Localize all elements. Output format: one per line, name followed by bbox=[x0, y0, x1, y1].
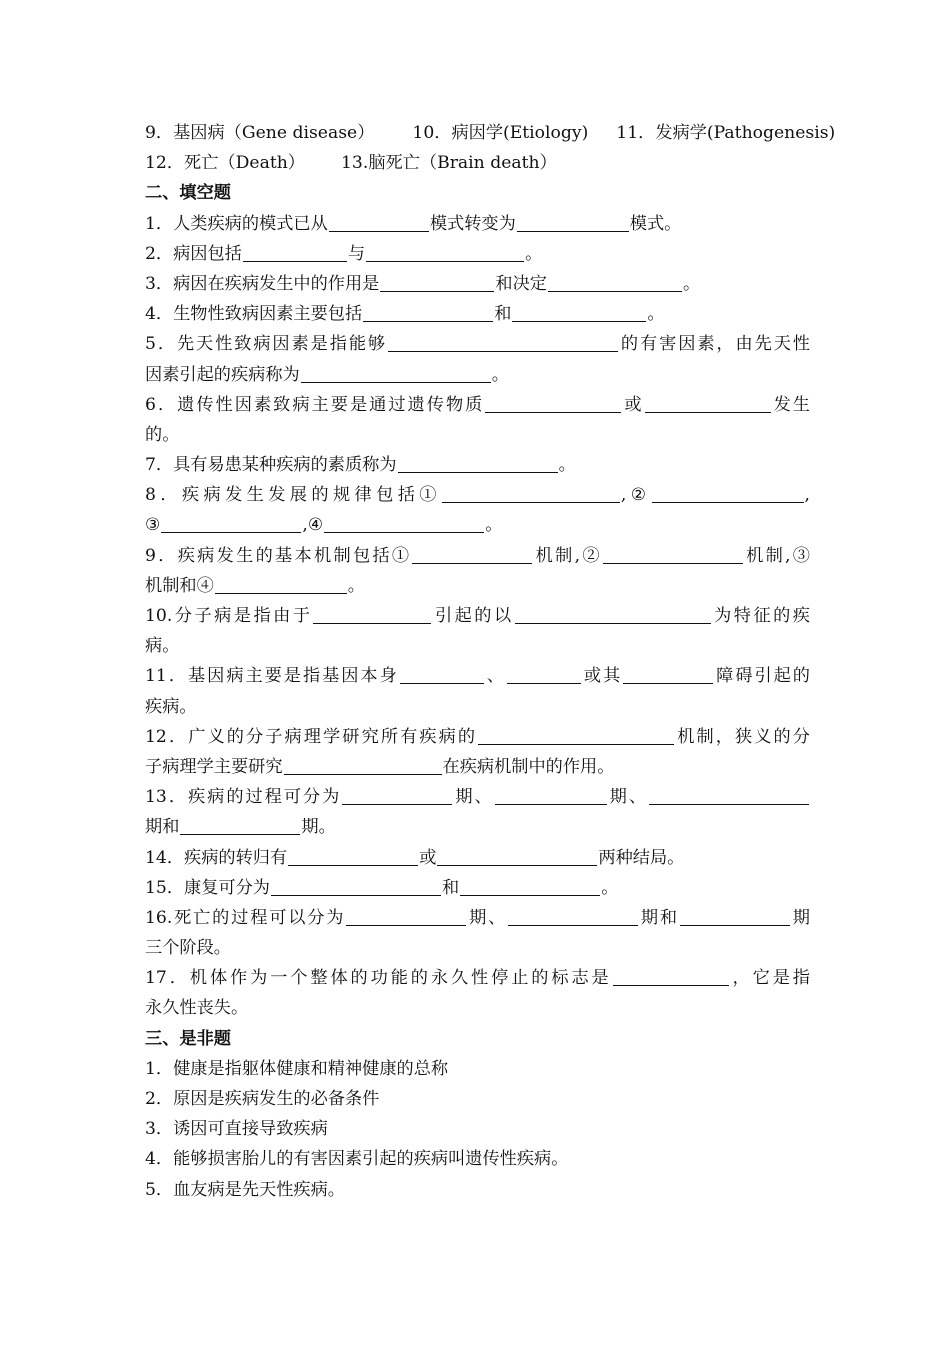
true-false-item-3: 3．诱因可直接导致疾病 bbox=[145, 1119, 328, 1140]
answer-blank[interactable] bbox=[507, 665, 581, 684]
answer-blank[interactable] bbox=[161, 514, 301, 533]
question-5-line-2: 因素引起的疾病称为 。 bbox=[145, 364, 509, 385]
term-12: 12．死亡（Death） bbox=[145, 153, 305, 174]
question-13-line-2: 期和 期。 bbox=[145, 817, 336, 838]
answer-blank[interactable] bbox=[645, 394, 771, 413]
answer-blank[interactable] bbox=[613, 967, 729, 986]
question-6-line-1: 6．遗传性因素致病主要是通过遗传物质 或 发生 bbox=[145, 394, 810, 415]
question-5-line-1: 5．先天性致病因素是指能够 的有害因素，由先天性 bbox=[145, 334, 810, 355]
question-13-line-1: 13．疾病的过程可分为 期、 期、 bbox=[145, 782, 810, 812]
answer-blank[interactable] bbox=[517, 213, 629, 232]
answer-blank[interactable] bbox=[515, 605, 711, 624]
question-10-line-2: 病。 bbox=[145, 636, 180, 657]
question-8-line-2: ③ ,④ 。 bbox=[145, 515, 503, 536]
answer-blank[interactable] bbox=[243, 243, 347, 262]
question-12-line-2: 子病理学主要研究 在疾病机制中的作用。 bbox=[145, 756, 615, 777]
true-false-item-5: 5．血友病是先天性疾病。 bbox=[145, 1179, 345, 1200]
question-1: 1．人类疾病的模式已从 模式转变为 模式。 bbox=[145, 213, 682, 234]
question-14: 14．疾病的转归有 或 两种结局。 bbox=[145, 847, 685, 868]
answer-blank[interactable] bbox=[412, 545, 532, 564]
answer-blank[interactable] bbox=[680, 907, 790, 926]
answer-blank[interactable] bbox=[313, 605, 431, 624]
question-16-line-1: 16.死亡的过程可以分为 期、 期和 期 bbox=[145, 907, 810, 928]
answer-blank[interactable] bbox=[398, 454, 558, 473]
terms-line-2 bbox=[145, 148, 810, 178]
answer-blank[interactable] bbox=[603, 545, 743, 564]
question-11-line-1: 11．基因病主要是指基因本身 、 或其 障碍引起的 bbox=[145, 666, 810, 687]
answer-blank[interactable] bbox=[324, 514, 484, 533]
question-7: 7．具有易患某种疾病的素质称为 。 bbox=[145, 455, 576, 476]
answer-blank[interactable] bbox=[288, 847, 418, 866]
question-12-line-1: 12．广义的分子病理学研究所有疾病的 机制，狭义的分 bbox=[145, 726, 810, 747]
question-17-line-2: 永久性丧失。 bbox=[145, 998, 249, 1019]
term-11: 11．发病学(Pathogenesis) bbox=[616, 123, 836, 143]
answer-blank[interactable] bbox=[649, 786, 809, 805]
section-2-title: 二、填空题 bbox=[145, 183, 231, 204]
answer-blank[interactable] bbox=[363, 303, 493, 322]
question-2: 2．病因包括 与 。 bbox=[145, 243, 543, 264]
answer-blank[interactable] bbox=[437, 847, 597, 866]
question-4: 4．生物性致病因素主要包括 和 。 bbox=[145, 304, 665, 325]
section-3-title: 三、是非题 bbox=[145, 1028, 231, 1049]
true-false-item-1: 1．健康是指躯体健康和精神健康的总称 bbox=[145, 1058, 449, 1079]
answer-blank[interactable] bbox=[652, 484, 804, 503]
answer-blank[interactable] bbox=[442, 484, 620, 503]
question-8-line-1: 8．疾病发生发展的规律包括① ,② , bbox=[145, 485, 811, 506]
question-15: 15．康复可分为 和 。 bbox=[145, 877, 619, 898]
question-10-line-1: 10.分子病是指由于 引起的以 为特征的疾 bbox=[145, 606, 810, 626]
true-false-item-2: 2．原因是疾病发生的必备条件 bbox=[145, 1089, 380, 1109]
answer-blank[interactable] bbox=[215, 575, 347, 594]
question-17-line-1: 17．机体作为一个整体的功能的永久性停止的标志是 ，它是指 bbox=[145, 968, 810, 989]
answer-blank[interactable] bbox=[460, 877, 600, 896]
term-10: 10．病因学(Etiology) bbox=[412, 123, 589, 143]
answer-blank[interactable] bbox=[284, 756, 442, 775]
answer-blank[interactable] bbox=[388, 333, 618, 352]
answer-blank[interactable] bbox=[485, 394, 621, 413]
question-3: 3．病因在疾病发生中的作用是 和决定 。 bbox=[145, 273, 701, 294]
term-9: 9．基因病（Gene disease） bbox=[145, 123, 375, 143]
answer-blank[interactable] bbox=[623, 665, 713, 684]
answer-blank[interactable] bbox=[478, 726, 674, 745]
answer-blank[interactable] bbox=[329, 213, 429, 232]
question-16-line-2: 三个阶段。 bbox=[145, 938, 231, 959]
question-9-line-1: 9．疾病发生的基本机制包括① 机制,② 机制,③ bbox=[145, 545, 810, 566]
answer-blank[interactable] bbox=[180, 816, 300, 835]
question-6-line-2: 的。 bbox=[145, 424, 180, 445]
answer-blank[interactable] bbox=[380, 273, 494, 292]
answer-blank[interactable] bbox=[301, 364, 491, 383]
answer-blank[interactable] bbox=[271, 877, 441, 896]
document-page bbox=[145, 118, 836, 1205]
answer-blank[interactable] bbox=[366, 243, 524, 262]
question-9-line-2: 机制和④ 。 bbox=[145, 575, 365, 596]
terms-line-1 bbox=[145, 118, 836, 148]
answer-blank[interactable] bbox=[400, 665, 484, 684]
answer-blank[interactable] bbox=[342, 786, 452, 805]
answer-blank[interactable] bbox=[548, 273, 682, 292]
answer-blank[interactable] bbox=[346, 907, 466, 926]
answer-blank[interactable] bbox=[508, 907, 638, 926]
question-11-line-2: 疾病。 bbox=[145, 696, 197, 717]
answer-blank[interactable] bbox=[512, 303, 646, 322]
answer-blank[interactable] bbox=[495, 786, 607, 805]
term-13: 13.脑死亡（Brain death） bbox=[340, 153, 557, 174]
true-false-item-4: 4．能够损害胎儿的有害因素引起的疾病叫遗传性疾病。 bbox=[145, 1149, 569, 1170]
